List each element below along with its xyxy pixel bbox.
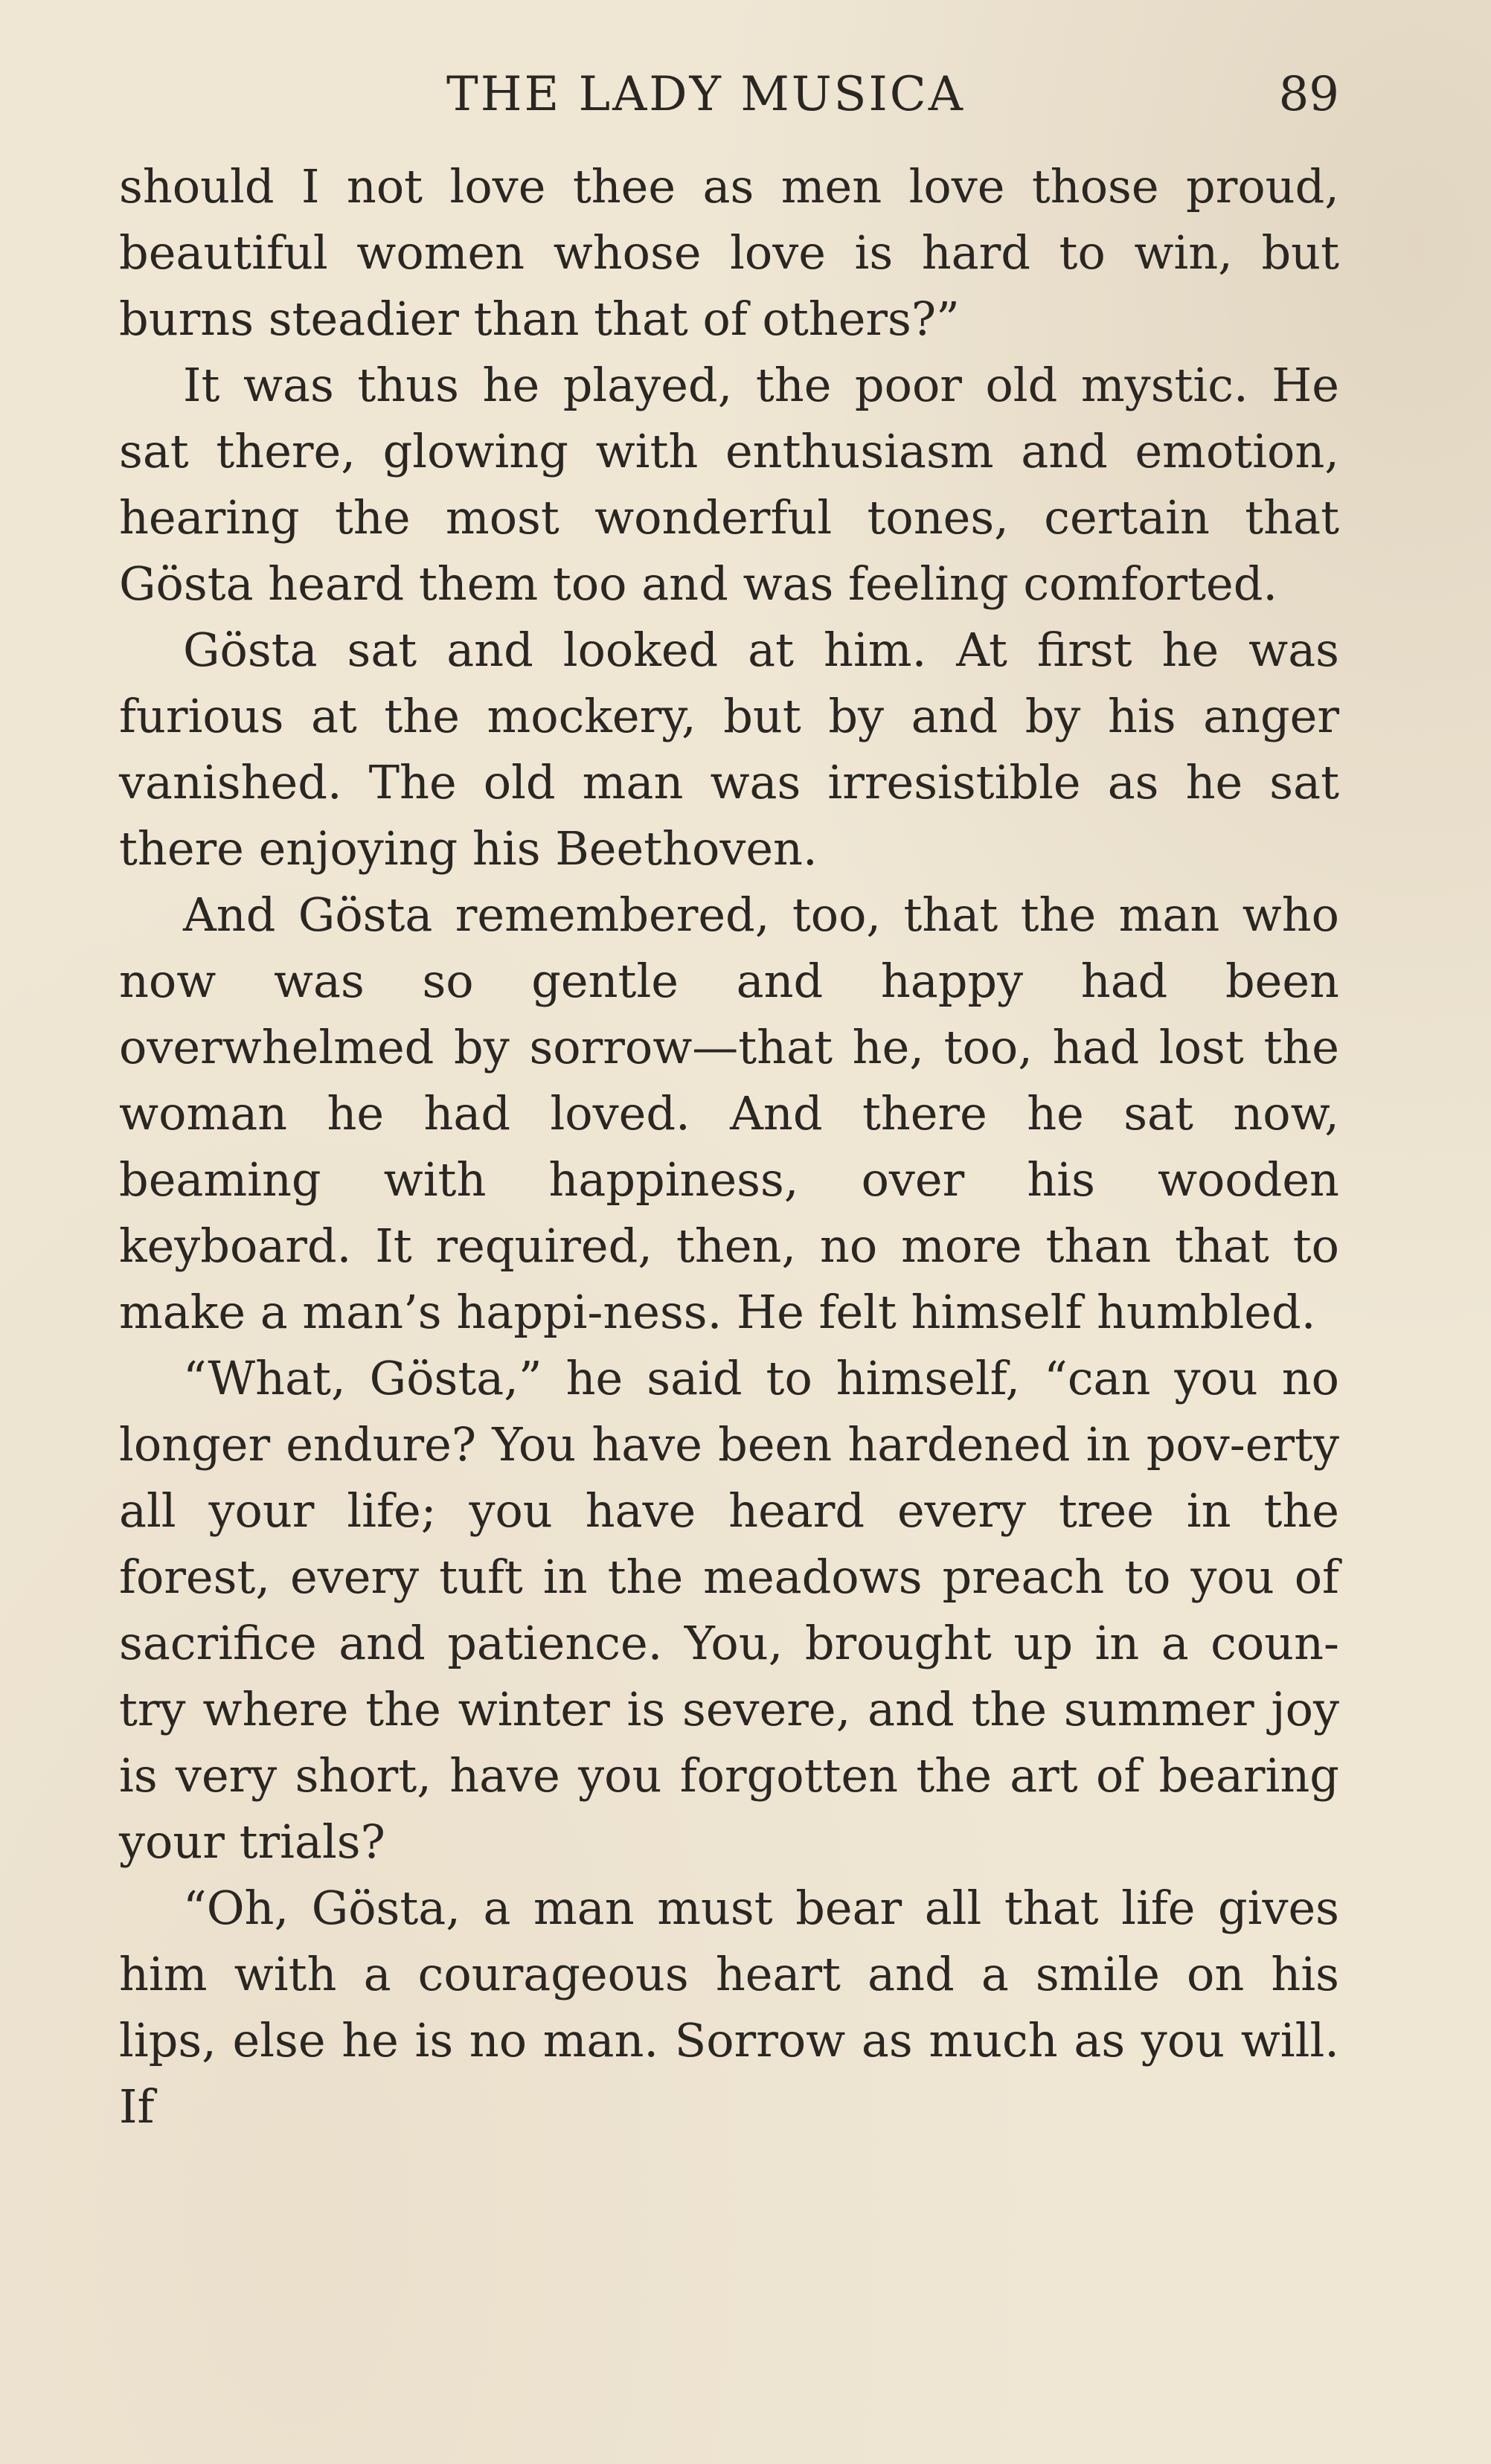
page-number: 89 — [1278, 67, 1339, 122]
paragraph: “What, Gösta,” he said to himself, “can you no longer endure? You have been hardened in pov-erty all your life; you have heard every tree in the forest, every tuft in the meadows preach to you of sacrifice and patience. You, brought up in a coun-try where the winter is severe, and the summer joy is very short, have you forgotten the art of bearing your trials? — [119, 1351, 1339, 1869]
paragraph: “Oh, Gösta, a man must bear all that life gives him with a courageous heart and a smile on his lips, else he is no man. Sorrow as much as you will. If — [119, 1881, 1339, 2134]
paragraph: should I not love thee as men love those proud, beautiful women whose love is hard to win, but burns steadier than that of others?” — [119, 159, 1339, 346]
page-header — [119, 61, 1339, 128]
paragraph: Gösta sat and looked at him. At first he was furious at the mockery, but by and by his anger vanished. The old man was irresistible as he sat there enjoying his Beethoven. — [119, 623, 1339, 876]
paragraph: It was thus he played, the poor old mystic. He sat there, glowing with enthusiasm and emotion, hearing the most wonderful tones, certain that Gösta heard them too and was feeling comforted. — [119, 358, 1339, 611]
paragraph: And Gösta remembered, too, that the man who now was so gentle and happy had been overwhelmed by sorrow—that he, too, had lost the woman he had loved. And there he sat now, beaming with happiness, over his wooden keyboard. It required, then, no more than that to make a man’s happi-ness. He felt himself humbled. — [119, 888, 1339, 1339]
body-text — [119, 153, 1339, 2140]
running-head: THE LADY MUSICA — [446, 67, 965, 122]
